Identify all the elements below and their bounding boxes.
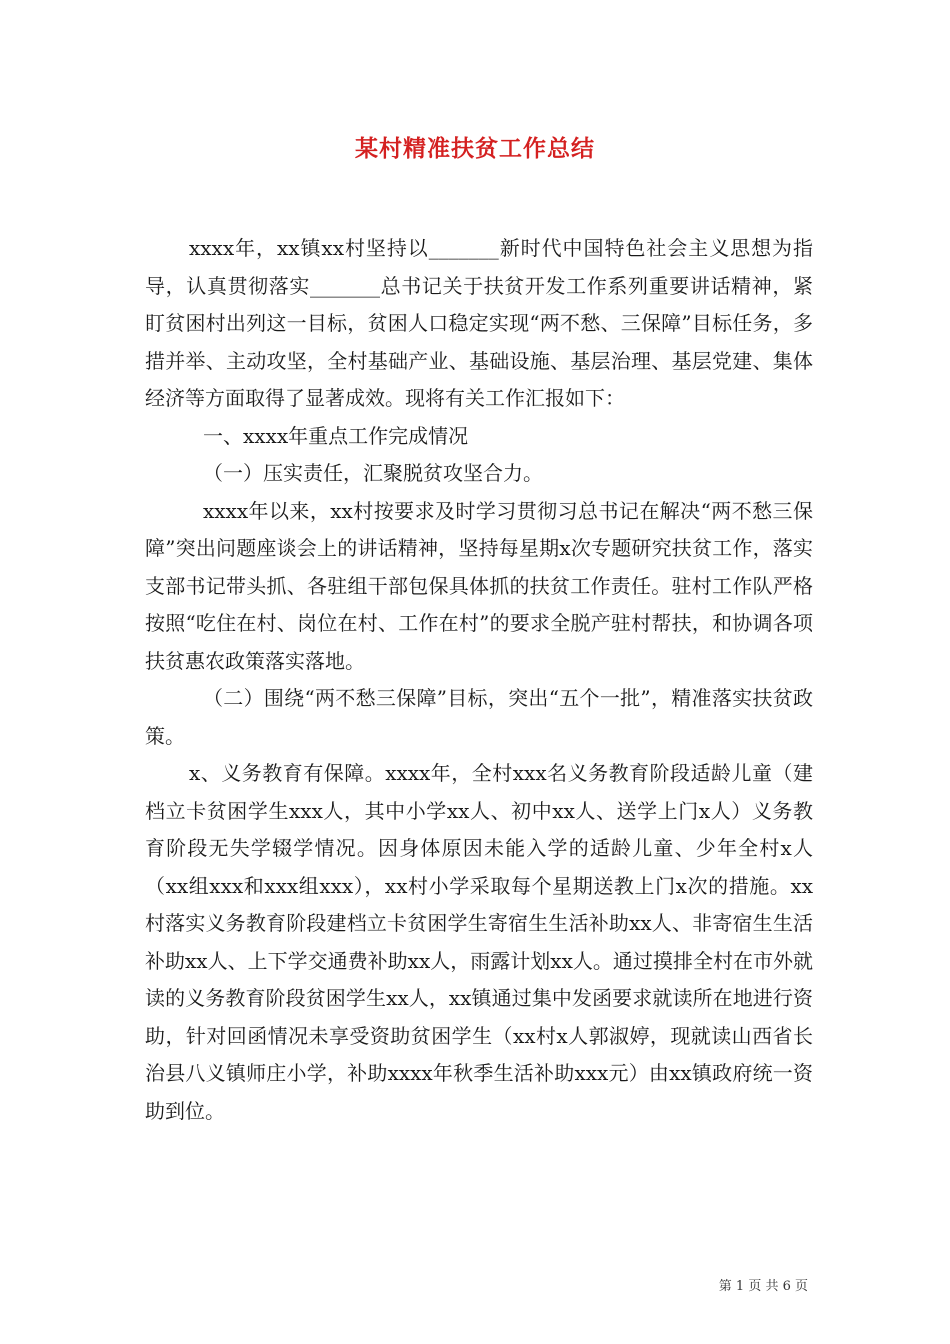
subsection-heading-2: （二）围绕“两不愁三保障”目标，突出“五个一批”，精准落实扶贫政策。 [145, 686, 813, 748]
document-body [145, 230, 813, 1130]
section-heading: 一、xxxx年重点工作完成情况 [203, 423, 469, 448]
intro-paragraph: xxxx年，xx镇xx村坚持以_______新时代中国特色社会主义思想为指导，认真贯彻落实_______总书记关于扶贫开发工作系列重要讲话精神，紧盯贫困村出列这一目标，贫困人口稳定实现“两不愁、三保障”目标任务，多措并举、主动攻坚，全村基础产业、基础设施、基层治理、基层党建、集体经济等方面取得了显著成效。现将有关工作汇报如下： [145, 236, 813, 410]
subsection-paragraph-1: xxxx年以来，xx村按要求及时学习贯彻习总书记在解决“两不愁三保障”突出问题座谈会上的讲话精神，坚持每星期x次专题研究扶贫工作，落实支部书记带头抓、各驻组干部包保具体抓的扶贫工作责任。驻村工作队严格按照“吃住在村、岗位在村、工作在村”的要求全脱产驻村帮扶，和协调各项扶贫惠农政策落实落地。 [145, 498, 813, 673]
page-number-footer: 第 1 页 共 6 页 [718, 1279, 808, 1294]
subsection-heading-1: （一）压实责任，汇聚脱贫攻坚合力。 [203, 461, 543, 485]
education-paragraph: x、义务教育有保障。xxxx年，全村xxx名义务教育阶段适龄儿童（建档立卡贫困学生xxx人，其中小学xx人、初中xx人、送学上门x人）义务教育阶段无失学辍学情况。因身体原因未能入学的适龄儿童、少年全村x人（xx组xxx和xxx组xxx），xx村小学采取每个星期送教上门x次的措施。xx村落实义务教育阶段建档立卡贫困学生寄宿生生活补助xx人、非寄宿生生活补助xx人、上下学交通费补助xx人，雨露计划xx人。通过摸排全村在市外就读的义务教育阶段贫困学生xx人，xx镇通过集中发函要求就读所在地进行资助，针对回函情况未享受资助贫困学生（xx村x人郭淑婷，现就读山西省长治县八义镇师庄小学，补助xxxx年秋季生活补助xxx元）由xx镇政府统一资助到位。 [145, 761, 813, 1123]
document-title: 某村精准扶贫工作总结 [355, 135, 595, 162]
